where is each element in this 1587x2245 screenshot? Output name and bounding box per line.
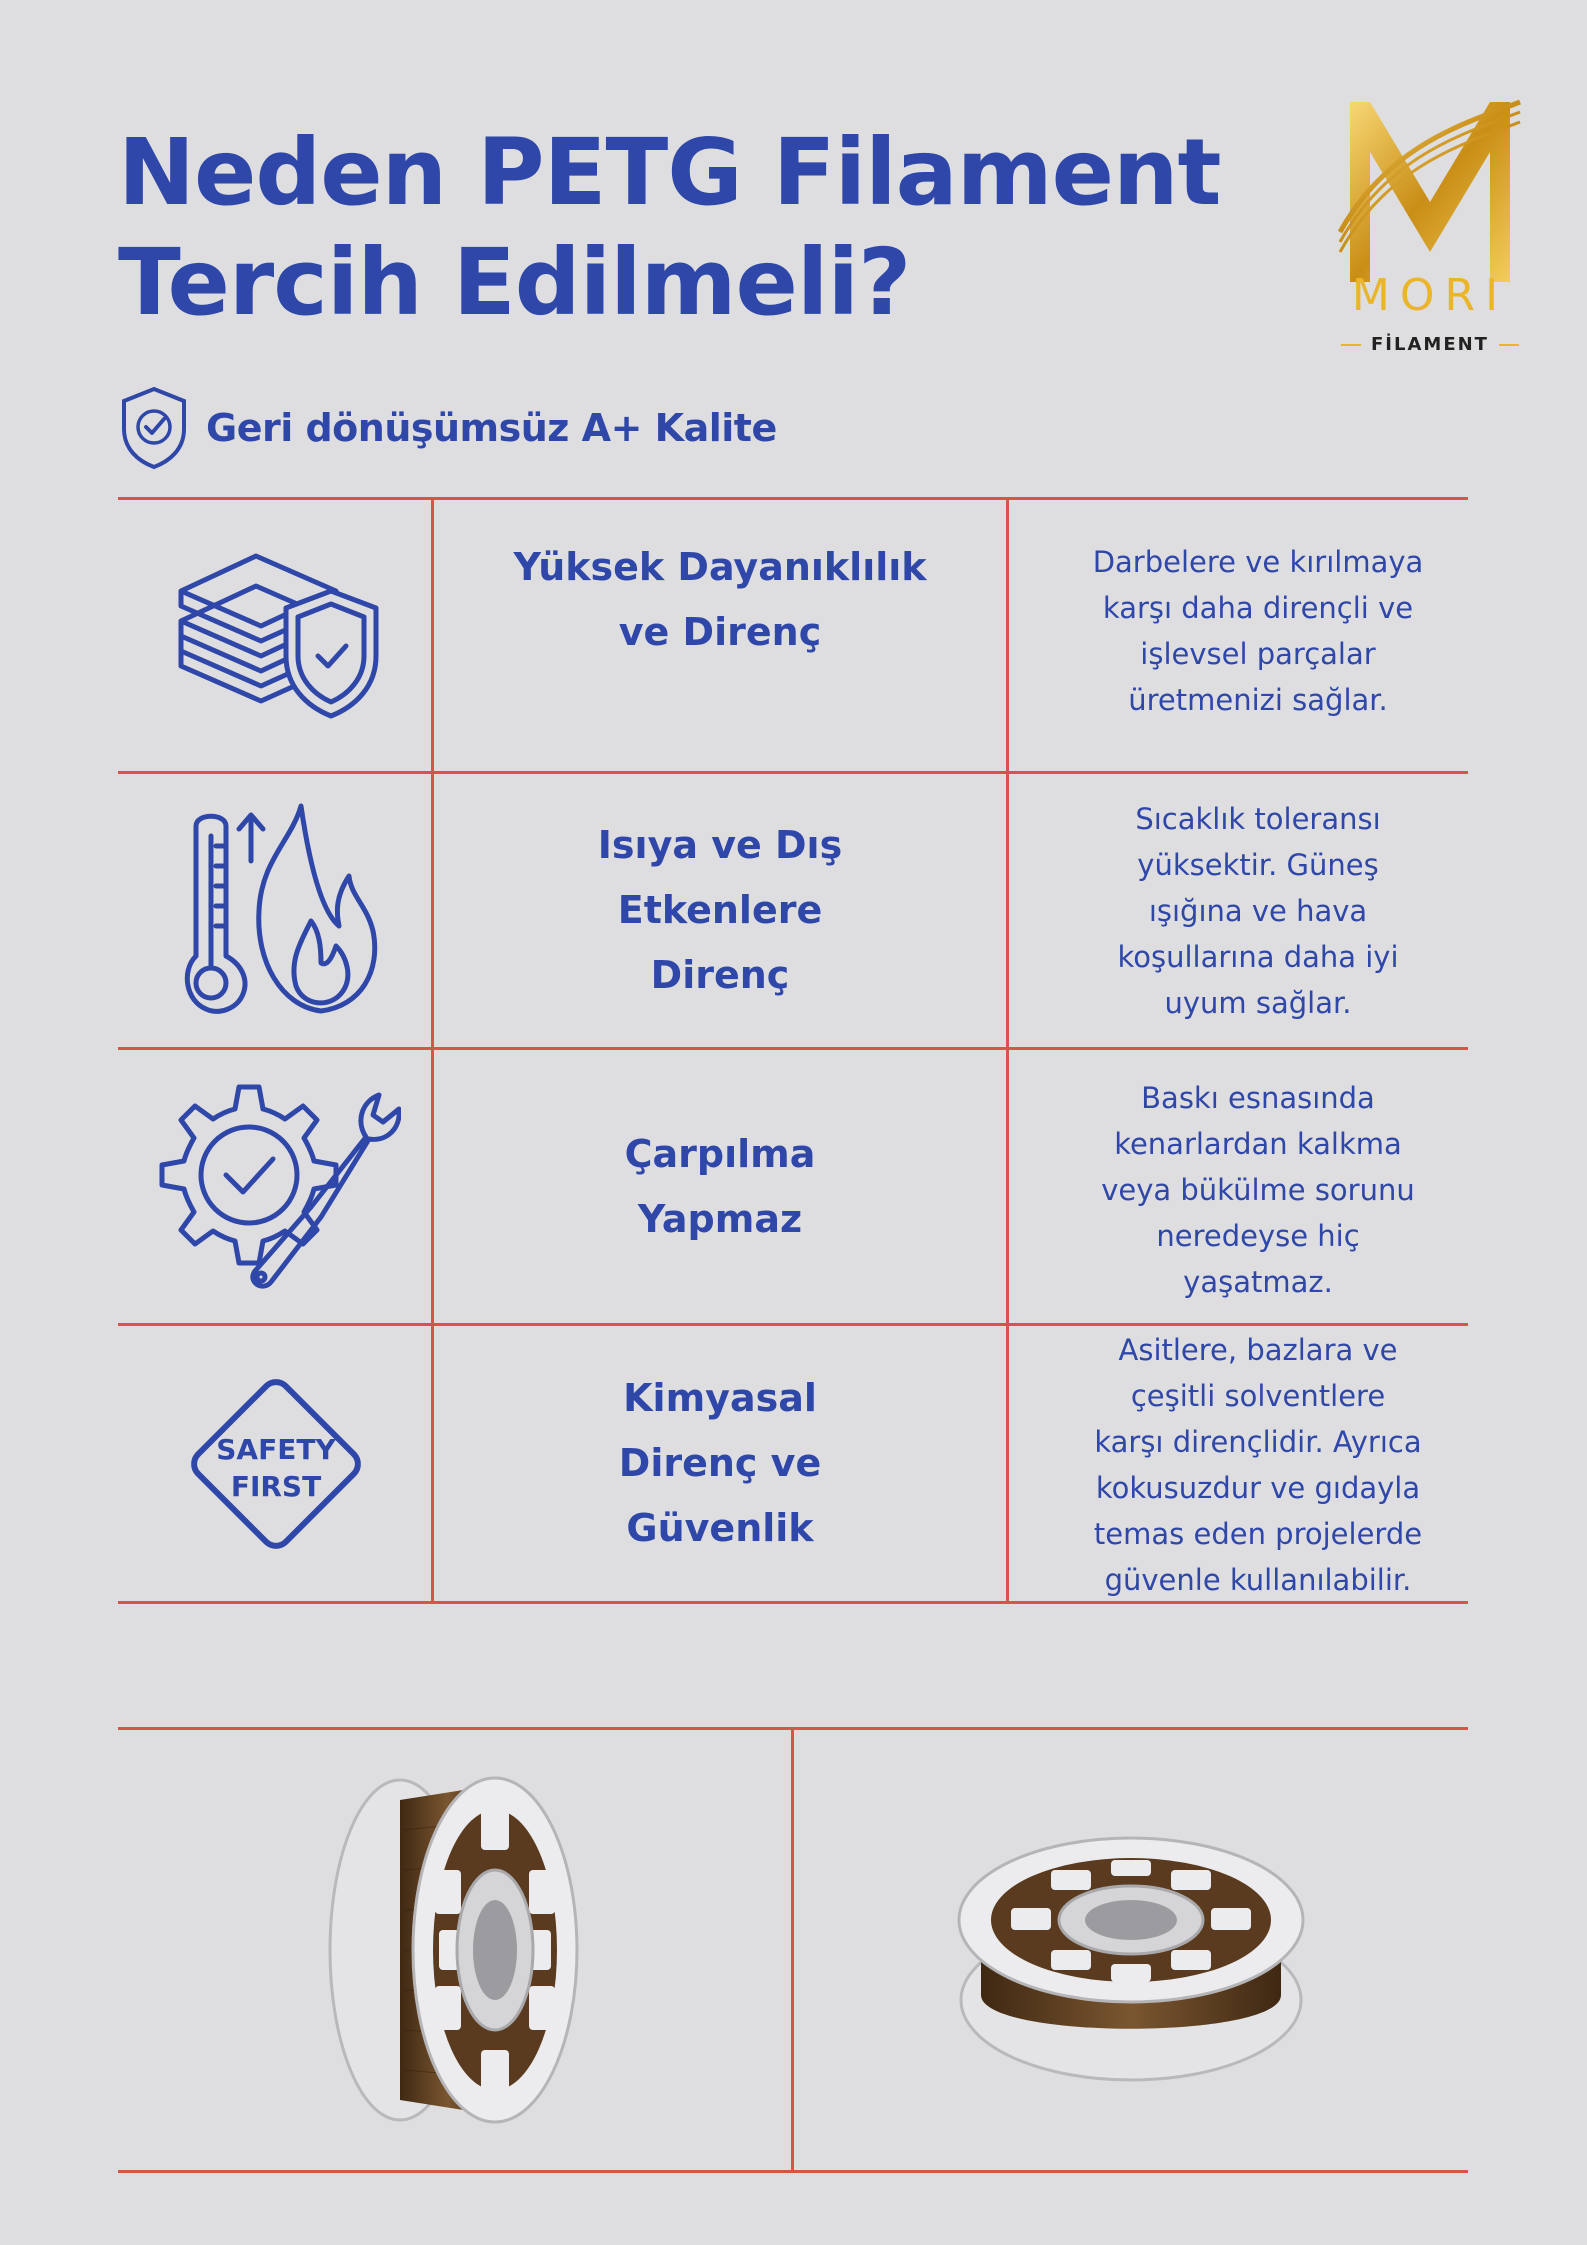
row-icon-cell <box>120 1326 432 1601</box>
feature-title: Isıya ve Dış Etkenlere Direnç <box>597 823 843 997</box>
feature-description: Asitlere, bazlara ve çeşitli solventlere karşı dirençlidir. Ayrıca kokusuzdur ve gıdayla temas eden projelerde güvenle kullanılabilir. <box>1093 1333 1423 1597</box>
row-icon-cell <box>120 774 432 1047</box>
feature-description: Darbelere ve kırılmaya karşı daha dirençli ve işlevsel parçalar üretmenizi sağlar. <box>1092 545 1424 717</box>
title-line-2: Tercih Edilmeli? <box>118 229 911 336</box>
safety-sign-text: SAFETY <box>216 1432 336 1466</box>
feature-title: Yüksek Dayanıklılık ve Direnç <box>513 545 927 654</box>
safety-first-sign-icon <box>166 1354 386 1574</box>
feature-title: Kimyasal Direnç ve Güvenlik <box>618 1376 822 1550</box>
feature-title: Çarpılma Yapmaz <box>624 1131 816 1241</box>
row-title-cell <box>434 1050 1006 1323</box>
spool-image-right <box>794 1730 1468 2170</box>
filament-spool-side-image <box>305 1760 605 2140</box>
filament-spool-top-image <box>951 1800 1311 2100</box>
gear-wrench-check-icon <box>151 1077 401 1297</box>
logo-brand: MORI <box>1351 270 1509 321</box>
feature-description: Sıcaklık toleransı yüksektir. Güneş ışığına ve hava koşullarına daha iyi uyum sağlar. <box>1117 801 1399 1020</box>
layers-shield-icon <box>171 546 381 726</box>
thermometer-fire-icon <box>171 801 381 1021</box>
title-line-1: Neden PETG Filament <box>118 119 1221 226</box>
safety-sign-text: FIRST <box>230 1469 322 1503</box>
row-title-cell <box>434 1326 1006 1601</box>
spool-image-left <box>120 1730 790 2170</box>
row-title-cell <box>434 774 1006 1047</box>
shield-check-icon <box>118 385 190 471</box>
row-desc-cell <box>1008 500 1508 762</box>
row-desc-cell <box>1008 1050 1508 1330</box>
row-desc-cell <box>1008 774 1508 1047</box>
quality-label: Geri dönüşümsüz A+ Kalite <box>206 406 777 450</box>
row-icon-cell <box>120 500 432 771</box>
page-title <box>118 118 1220 338</box>
logo-subtitle: FİLAMENT <box>1330 334 1530 355</box>
row-title-cell <box>434 500 1006 700</box>
quality-badge <box>118 385 777 471</box>
row-desc-cell <box>1008 1320 1508 1610</box>
row-icon-cell <box>120 1050 432 1323</box>
feature-description: Baskı esnasında kenarlardan kalkma veya bükülme sorunu neredeyse hiç yaşatmaz. <box>1101 1081 1415 1299</box>
